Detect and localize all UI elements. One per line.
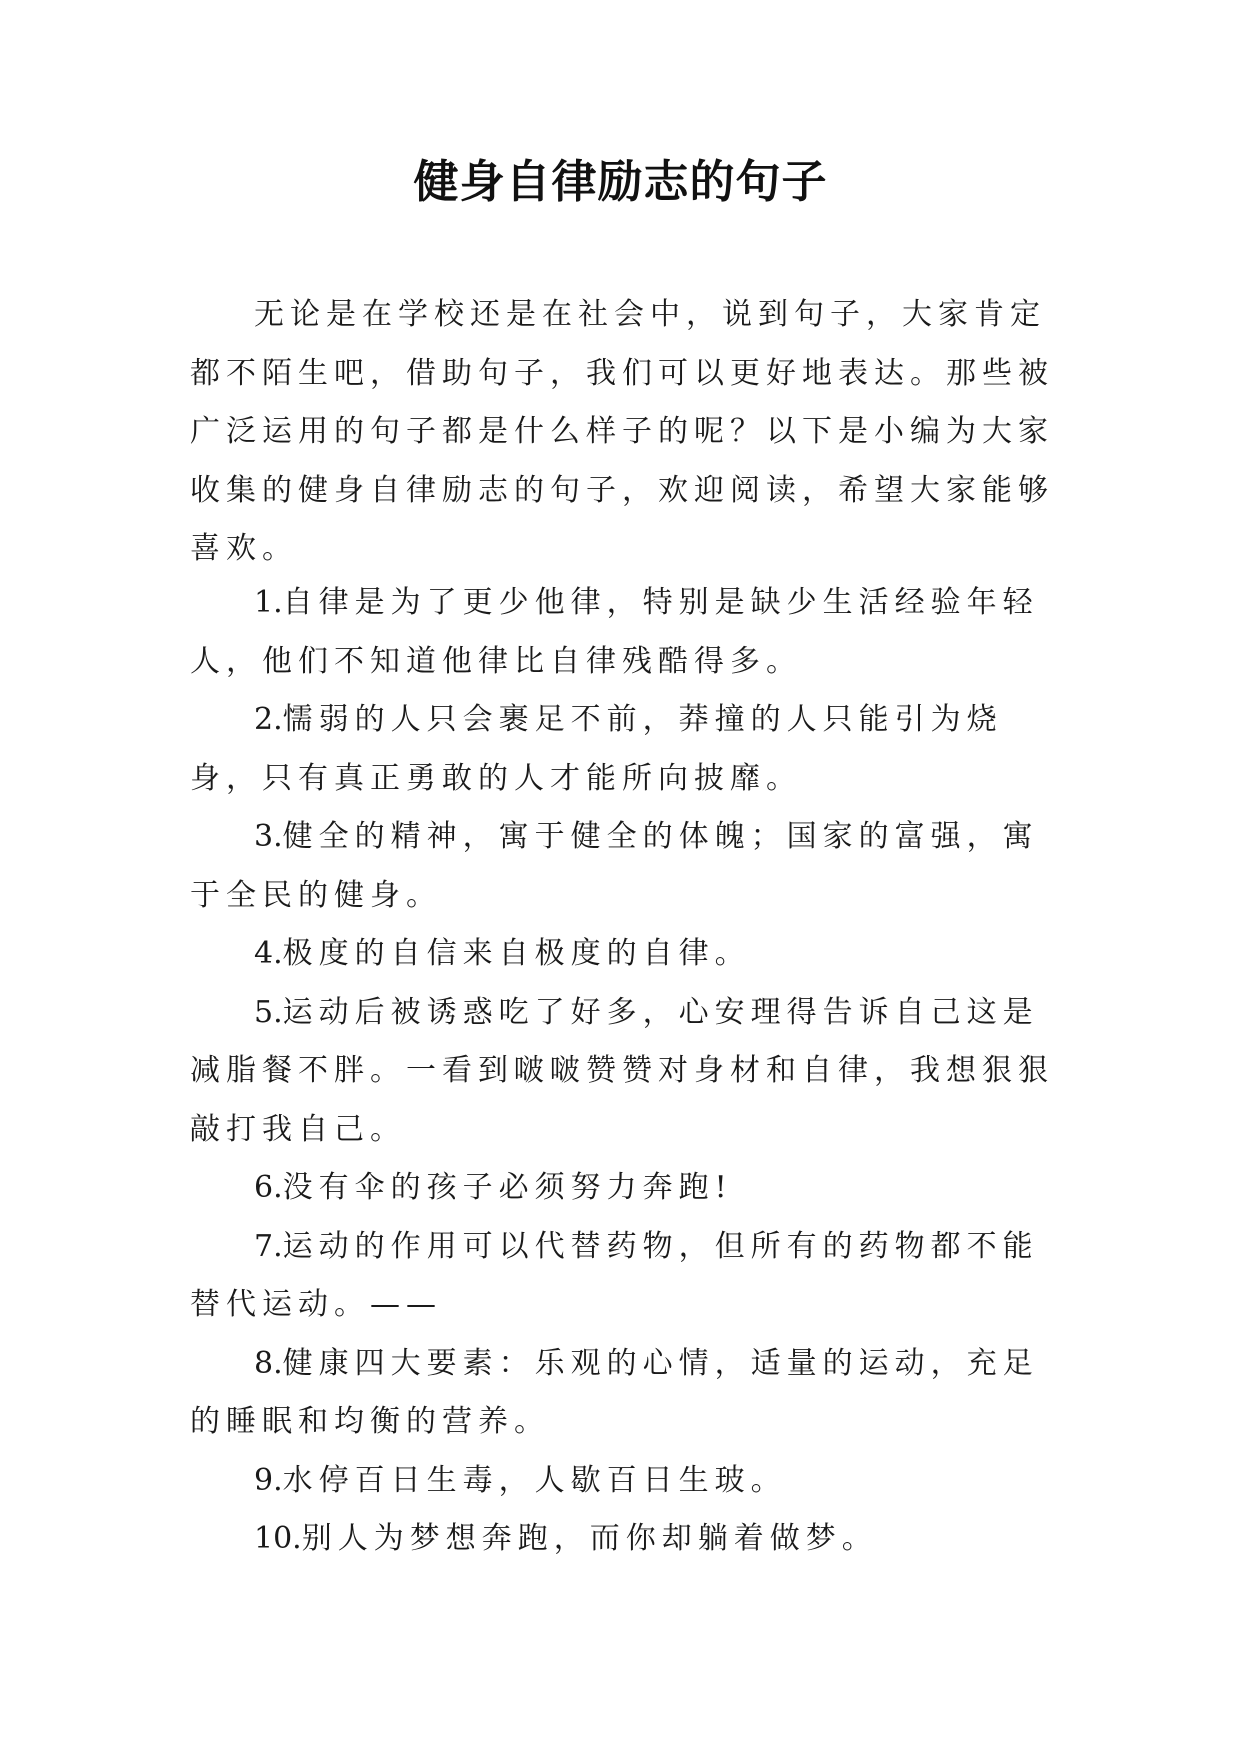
quote-text: 自律是为了更少他律，特别是缺少生活经验年轻人，他们不知道他律比自律残酷得多。 [190, 585, 1039, 679]
quote-item [190, 1452, 1060, 1511]
quote-number: 1. [254, 585, 283, 620]
quote-item [190, 984, 1060, 1160]
quote-list [190, 574, 1060, 1569]
quote-text: 懦弱的人只会裹足不前，莽撞的人只能引为烧身，只有真正勇敢的人才能所向披靡。 [190, 702, 1003, 796]
quote-item [190, 925, 1060, 984]
quote-item [190, 691, 1060, 808]
quote-item [190, 1510, 1060, 1569]
quote-text: 运动的作用可以代替药物，但所有的药物都不能替代运动。—— [190, 1228, 1039, 1322]
quote-number: 2. [254, 702, 283, 737]
quote-text: 别人为梦想奔跑，而你却躺着做梦。 [301, 1521, 878, 1556]
quote-number: 3. [254, 819, 283, 854]
quote-text: 极度的自信来自极度的自律。 [282, 936, 751, 971]
page-title: 健身自律励志的句子 [413, 155, 828, 208]
quote-text: 健全的精神，寓于健全的体魄；国家的富强，寓于全民的健身。 [190, 819, 1039, 913]
quote-text: 健康四大要素：乐观的心情，适量的运动，充足的睡眠和均衡的营养。 [190, 1345, 1039, 1439]
quote-number: 4. [254, 936, 283, 971]
quote-item [190, 1335, 1060, 1452]
intro-paragraph: 无论是在学校还是在社会中，说到句子，大家肯定都不陌生吧，借助句子，我们可以更好地表达。那些被广泛运用的句子都是什么样子的呢？以下是小编为大家收集的健身自律励志的句子，欢迎阅读，希望大家能够喜欢。 [190, 297, 1054, 566]
quote-item [190, 808, 1060, 925]
quote-number: 5. [254, 994, 283, 1030]
quote-number: 9. [254, 1462, 283, 1498]
quote-item [190, 1159, 1060, 1218]
quote-number: 10. [254, 1521, 302, 1556]
quote-text: 没有伞的孩子必须努力奔跑! [282, 1170, 733, 1205]
quote-text: 水停百日生毒，人歇百日生玻。 [282, 1462, 787, 1498]
quote-text: 运动后被诱惑吃了好多，心安理得告诉自己这是减脂餐不胖。一看到啵啵赞赞对身材和自律，我想狠狠敲打我自己。 [190, 994, 1054, 1147]
quote-number: 7. [254, 1228, 283, 1264]
quote-number: 6. [254, 1170, 283, 1205]
quote-number: 8. [254, 1345, 283, 1381]
quote-item [190, 574, 1060, 691]
quote-item [190, 1218, 1060, 1335]
